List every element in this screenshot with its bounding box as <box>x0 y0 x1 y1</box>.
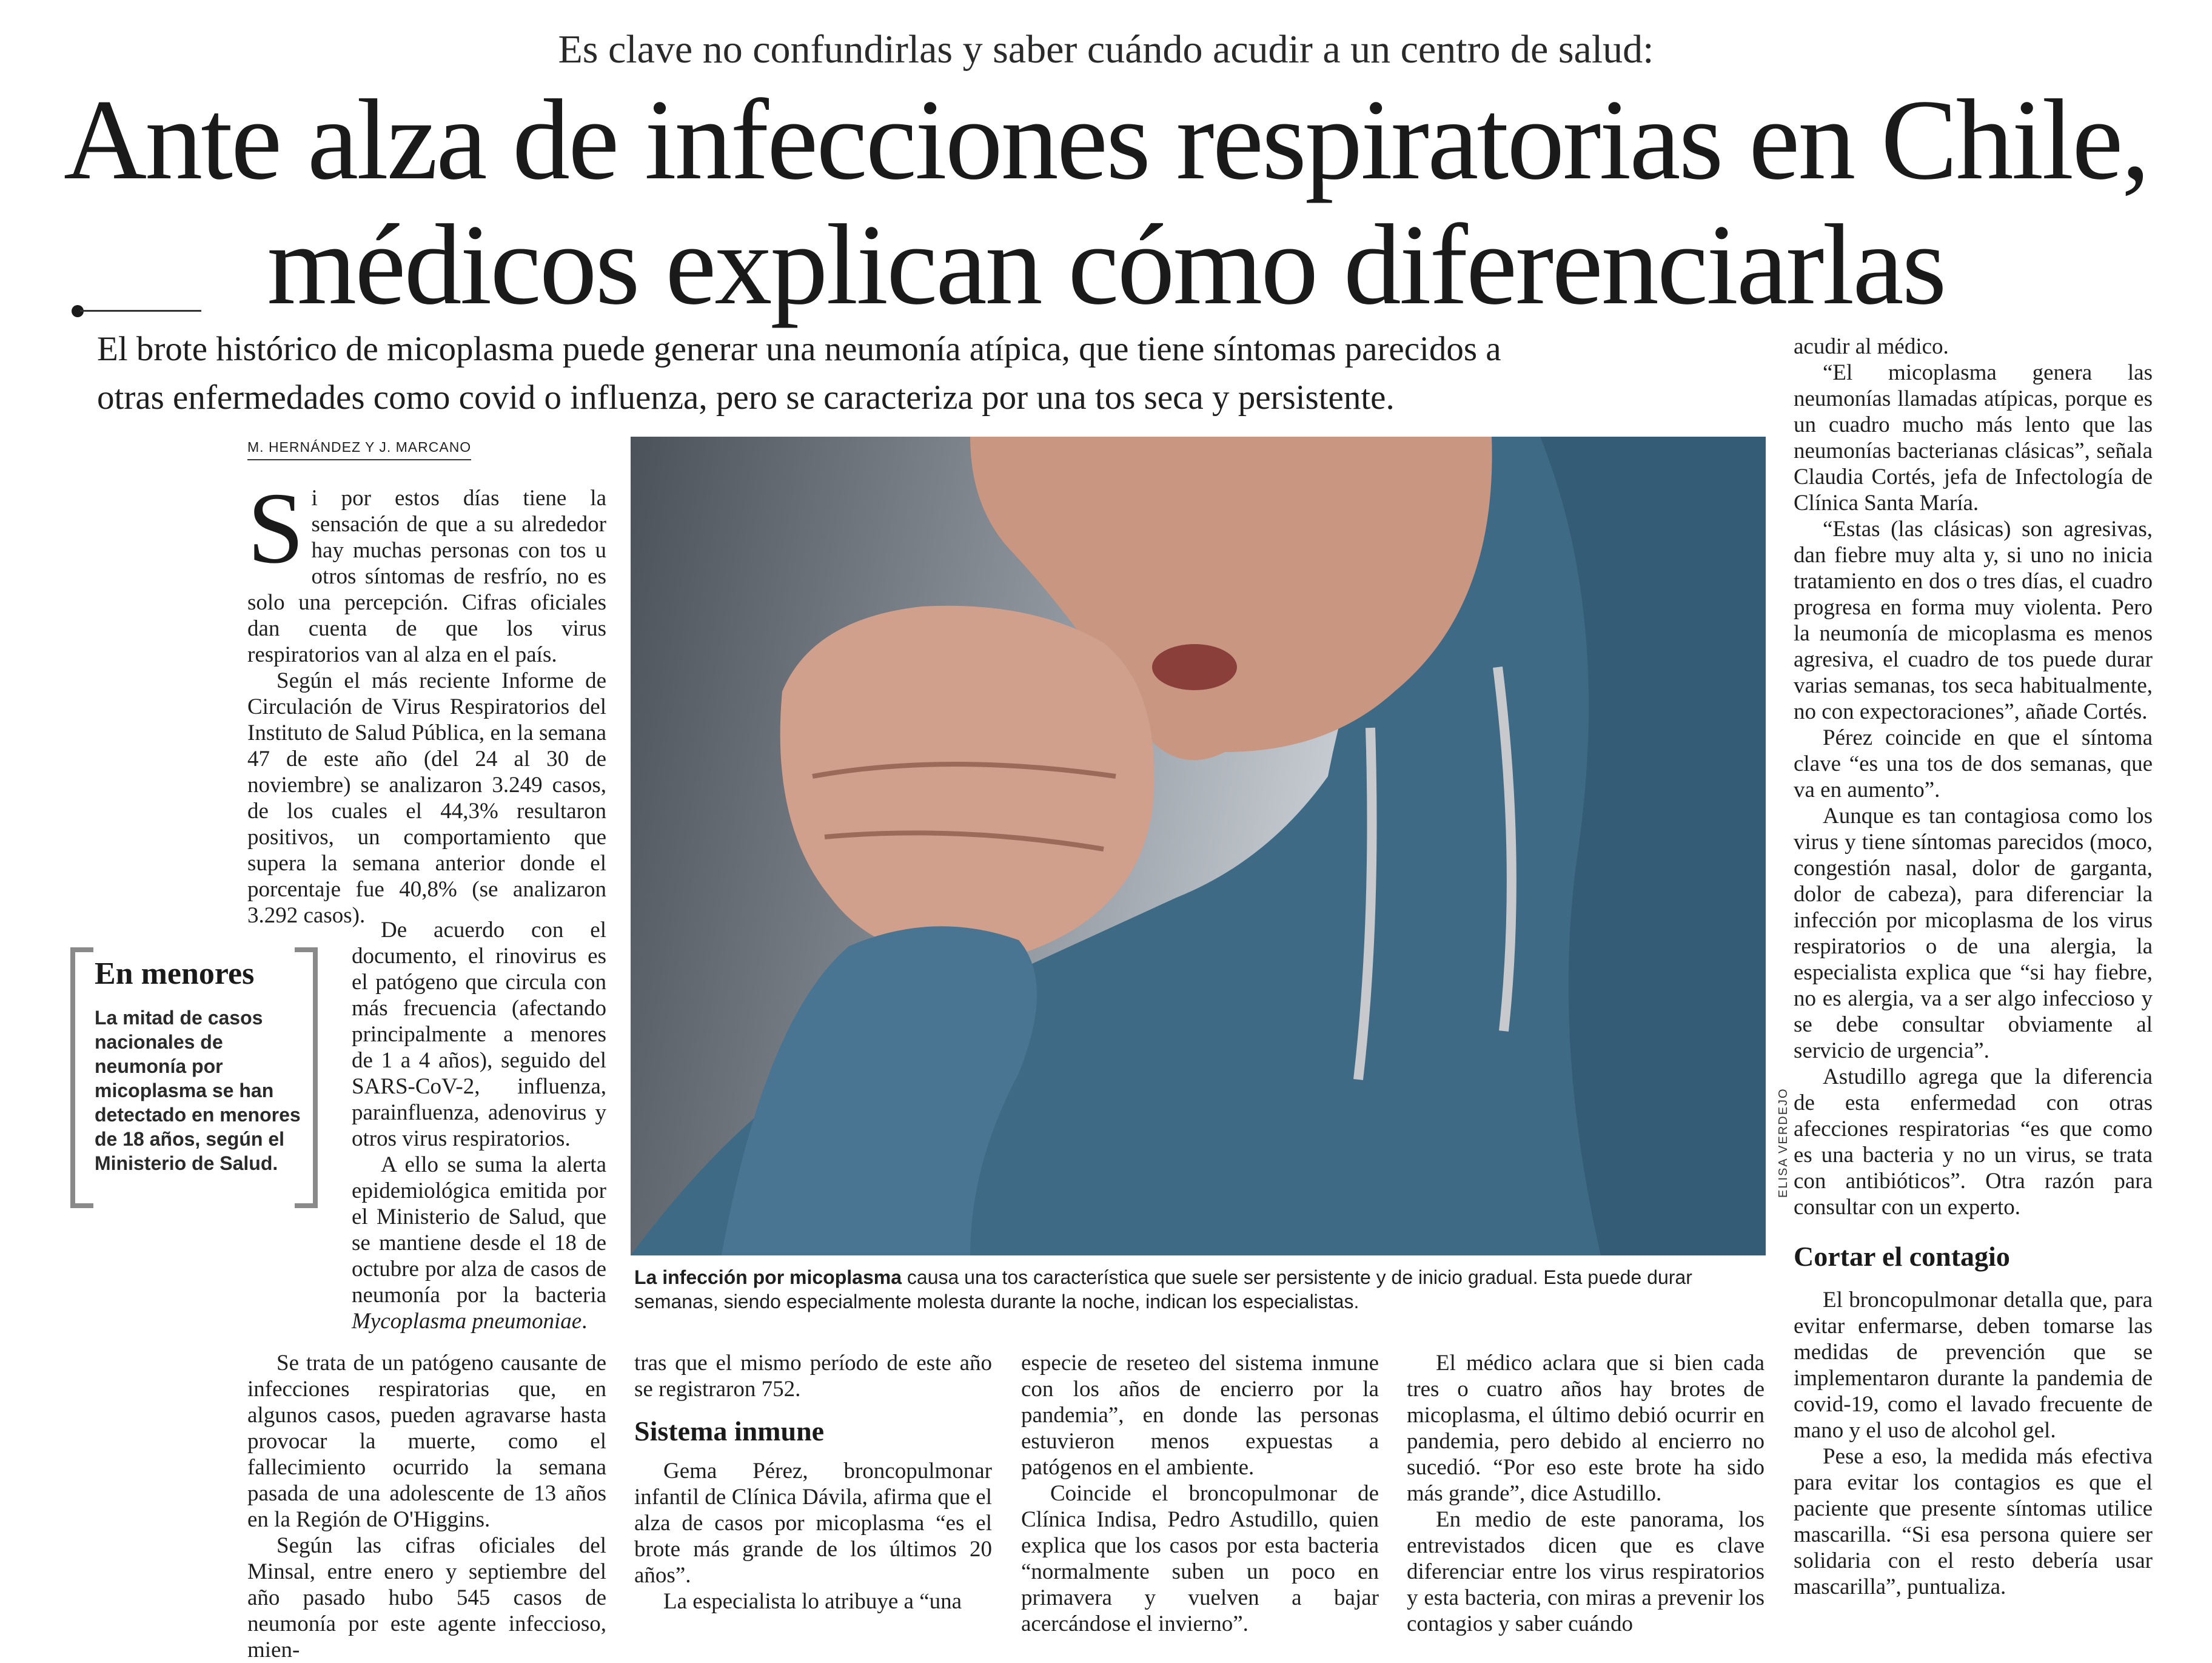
subhead-cortar-el-contagio: Cortar el contagio <box>1794 1241 2010 1272</box>
byline: M. HERNÁNDEZ Y J. MARCANO <box>247 439 471 460</box>
article-column-2 <box>634 1350 992 1614</box>
sidebar-box <box>70 947 318 1202</box>
col1-paragraph-4-start <box>352 1152 606 1334</box>
col4-paragraph-2: En medio de este panorama, los entrevistados dicen que es clave diferenciar entre los virus respiratorios y esta bacteria, con miras a prevenir los contagios y saber cuándo <box>1407 1507 1765 1636</box>
col1-paragraph-6: Según las cifras oficiales del Minsal, entre enero y septiembre del año pasado hubo 545 casos de neumonía por este agente infeccioso, mien- <box>247 1533 606 1662</box>
col1-paragraph-3: De acuerdo con el documento, el rinovirus es el patógeno que circula con más frecuencia (afectando principalmente a menores de 1 a 4 años), seguido del SARS-CoV-2, influenza, parainfluenza, adenovirus y otros virus respiratorios. <box>352 918 606 1151</box>
col1-paragraph-1: i por estos días tiene la sensación de que a su alrededor hay muchas personas con tos u otros síntomas de resfrío, no es solo una percepción. Cifras oficiales dan cuenta de que los virus respiratorios van al alza en el país. <box>247 486 606 667</box>
headline-line-1: Ante alza de infecciones respiratorias en Chile, <box>63 76 2149 204</box>
mouth-shape <box>1152 644 1237 690</box>
headline-line-2: médicos explican cómo diferenciarlas <box>267 201 1945 329</box>
col1-paragraph-2: Según el más reciente Informe de Circulación de Virus Respiratorios del Instituto de Salud Pública, en la semana 47 de este año (del 24 al 30 de noviembre) se analizaron 3.249 casos, de los cuales el 44,3% resultaron positivos, un comportamiento que supera la semana anterior donde el porcentaje fue 40,8% (se analizaron 3.292 casos). <box>247 668 606 928</box>
col4-paragraph-1: El médico aclara que si bien cada tres o cuatro años hay brotes de micoplasma, el último debió ocurrir en pandemia, pero debido al encierro no sucedió. “Por eso este brote ha sido más grande”, dice Astudillo. <box>1407 1351 1765 1506</box>
article-column-1-narrow <box>352 917 606 1334</box>
lead-line-1: El brote histórico de micoplasma puede generar una neumonía atípica, que tiene síntomas parecidos a <box>97 330 1501 368</box>
col5-paragraph-3: “Estas (las clásicas) son agresivas, dan fiebre muy alta y, si uno no inicia tratamiento en dos o tres días, el cuadro progresa en forma muy violenta. Pero la neumonía de micoplasma es menos agresiva, el cuadro de tos puede durar varias semanas, tos seca habitualmente, no con expectoraciones”, añade Cortés. <box>1794 517 2153 724</box>
lead-paragraph <box>97 325 1771 422</box>
photo-caption <box>634 1265 1765 1314</box>
col1-paragraph-4-end: . <box>581 1309 588 1334</box>
col2-paragraph-3: La especialista lo atribuye a “una <box>663 1589 962 1614</box>
photo-credit: ELISA VERDEJO <box>1777 1087 1790 1198</box>
col5-paragraph-4: Pérez coincide en que el síntoma clave “es una tos de dos semanas, que va en aumento”. <box>1794 725 2153 802</box>
col3-paragraph-2: Coincide el broncopulmonar de Clínica Indisa, Pedro Astudillo, quien explica que los casos por esta bacteria “normalmente suben un poco en primavera y vuelven a bajar acercándose el invierno”. <box>1021 1481 1379 1636</box>
caption-text: causa una tos característica que suele ser persistente y de inicio gradual. Esta puede durar semanas, siendo especialmente molesta durante la noche, indican los especialistas. <box>634 1266 1692 1312</box>
bacteria-name: Mycoplasma pneumoniae <box>352 1309 582 1334</box>
col5-paragraph-1: acudir al médico. <box>1794 334 1949 359</box>
article-column-1-bottom <box>247 1350 606 1663</box>
photo-illustration <box>631 437 1766 1255</box>
col5-paragraph-5: Aunque es tan contagiosa como los virus y tiene síntomas parecidos (moco, congestión nasal, dolor de garganta, dolor de cabeza), para diferenciar la infección por micoplasma de los virus respiratorios o de una alergia, la especialista explica que “si hay fiebre, no es alergia, va a ser algo infeccioso y se debe consultar obviamente al servicio de urgencia”. <box>1794 804 2153 1063</box>
sidebar-bracket-left <box>70 947 93 1208</box>
col3-paragraph-1: especie de reseteo del sistema inmune con los años de encierro por la pandemia”, en donde las personas estuvieron menos expuestas a patógenos en el ambiente. <box>1021 1351 1379 1480</box>
col1-paragraph-5: Se trata de un patógeno causante de infecciones respiratorias que, en algunos casos, pueden agravarse hasta provocar la muerte, como el fallecimiento ocurrido la semana pasada de una adolescente de 13 años en la Región de O'Higgins. <box>247 1351 606 1532</box>
lead-line-2: otras enfermedades como covid o influenza, pero se caracteriza por una tos seca y persistente. <box>97 378 1395 417</box>
drop-cap: S <box>247 472 304 585</box>
fist-shape <box>780 606 1155 960</box>
divider-rule <box>80 310 201 312</box>
col5-paragraph-6: Astudillo agrega que la diferencia de esta enfermedad con otras afecciones respiratorias “es que como es una bacteria y no un virus, se trata con antibióticos”. Otra razón para consultar con un experto. <box>1794 1064 2153 1220</box>
col5-paragraph-7: El broncopulmonar detalla que, para evitar enfermarse, deben tomarse las medidas de prevención que se implementaron durante la pandemia de covid-19, como el lavado frecuente de mano y el uso de alcohol gel. <box>1794 1288 2153 1443</box>
article-column-3 <box>1021 1350 1379 1637</box>
article-column-1-top <box>247 472 606 929</box>
article-column-5 <box>1794 334 2153 1600</box>
caption-lead: La infección por micoplasma <box>634 1266 902 1288</box>
sidebar-title: En menores <box>95 956 255 991</box>
article-column-4 <box>1407 1350 1765 1637</box>
sidebar-text: La mitad de casos nacionales de neumonía por micoplasma se han detectado en menores de 18 años, según el Ministerio de Salud. <box>95 1007 301 1174</box>
col5-paragraph-8: Pese a eso, la medida más efectiva para evitar los contagios es que el paciente que presente síntomas utilice mascarilla. “Si esa persona quiere ser solidaria con el resto debería usar mascarilla”, puntualiza. <box>1794 1444 2153 1599</box>
col5-paragraph-2: “El micoplasma genera las neumonías llamadas atípicas, porque es un cuadro mucho más lento que las neumonías bacterianas clásicas”, señala Claudia Cortés, jefa de Infectología de Clínica Santa María. <box>1794 360 2153 516</box>
subhead-sistema-inmune: Sistema inmune <box>634 1416 825 1446</box>
col2-paragraph-2: Gema Pérez, broncopulmonar infantil de Clínica Dávila, afirma que el alza de casos por micoplasma “es el brote más grande de los últimos 20 años”. <box>634 1459 992 1588</box>
kicker: Es clave no confundirlas y saber cuándo acudir a un centro de salud: <box>558 27 1654 72</box>
col2-paragraph-1: tras que el mismo período de este año se registraron 752. <box>634 1351 992 1402</box>
photo-coughing-man <box>631 437 1766 1255</box>
col1-paragraph-4-text: A ello se suma la alerta epidemiológica emitida por el Ministerio de Salud, que se mantiene desde el 18 de octubre por alza de casos de neumonía por la bacteria <box>352 1152 606 1308</box>
headline <box>0 78 2212 328</box>
